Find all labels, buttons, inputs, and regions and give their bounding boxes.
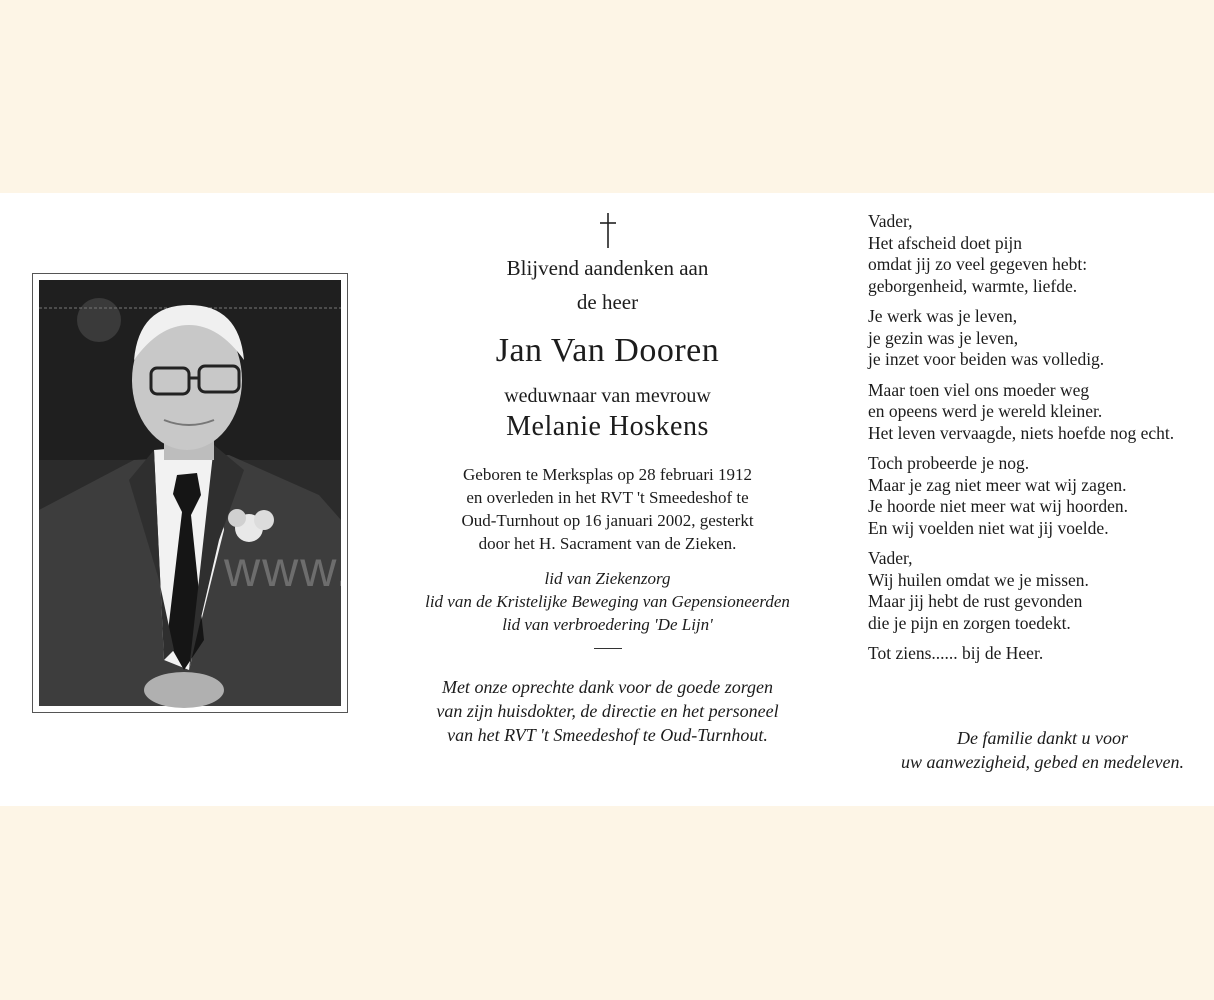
poem-line: Maar toen viel ons moeder weg xyxy=(868,379,1090,400)
bio-line: Geboren te Merksplas op 28 februari 1912 xyxy=(463,465,752,484)
poem-line: je inzet voor beiden was volledig. xyxy=(868,349,1105,369)
portrait-frame xyxy=(32,273,368,713)
cross-icon xyxy=(405,211,810,251)
poem-stanza xyxy=(868,643,1208,665)
poem-line: Maar je zag niet meer wat wij zagen. xyxy=(868,474,1127,495)
poem-line: die je pijn en zorgen toedekt. xyxy=(868,612,1071,633)
poem-stanza xyxy=(868,211,1208,297)
thanks-line: Met onze oprechte dank voor de goede zorgen xyxy=(441,677,774,697)
widower-line: weduwnaar van mevrouw xyxy=(504,385,711,407)
poem xyxy=(868,211,1208,674)
bio-line: Oud-Turnhout op 16 januari 2002, gesterkt xyxy=(461,511,754,530)
poem-line: Wij huilen omdat we je missen. xyxy=(868,569,1089,590)
poem-line: je gezin was je leven, xyxy=(868,327,1019,348)
family-thanks xyxy=(880,726,1205,774)
poem-line: Vader, xyxy=(868,548,913,568)
bio-line: en overleden in het RVT 't Smeedeshof te xyxy=(466,488,749,507)
thanks-line: van het RVT 't Smeedeshof te Oud-Turnhout. xyxy=(447,725,768,745)
poem-line: En wij voelden niet wat jij voelde. xyxy=(868,517,1109,538)
poem-stanza xyxy=(868,306,1208,371)
poem-line: Je hoorde niet meer wat wij hoorden. xyxy=(868,496,1128,516)
announcement-column xyxy=(405,211,810,747)
poem-line: Maar jij hebt de rust gevonden xyxy=(868,591,1083,611)
spouse-name: Melanie Hoskens xyxy=(506,411,709,442)
poem-line: Vader, xyxy=(868,211,913,231)
divider xyxy=(594,648,622,649)
thanks-text xyxy=(405,675,810,747)
intro-line-1: Blijvend aandenken aan xyxy=(506,256,709,280)
thanks-line: van zijn huisdokter, de directie en het personeel xyxy=(436,701,779,721)
poem-line: Tot ziens...... bij de Heer. xyxy=(868,643,1044,663)
poem-line: geborgenheid, warmte, liefde. xyxy=(868,275,1078,296)
portrait-photo xyxy=(39,280,368,706)
bio-line: door het H. Sacrament van de Zieken. xyxy=(478,534,737,553)
poem-stanza xyxy=(868,548,1208,634)
deceased-name: Jan Van Dooren xyxy=(495,332,720,369)
poem-stanza xyxy=(868,453,1208,539)
family-thanks-line: De familie dankt u voor xyxy=(957,728,1128,748)
family-thanks-line: uw aanwezigheid, gebed en medeleven. xyxy=(901,752,1184,772)
poem-line: Het afscheid doet pijn xyxy=(868,232,1023,253)
poem-line: Je werk was je leven, xyxy=(868,306,1018,326)
poem-line: en opeens werd je wereld kleiner. xyxy=(868,401,1103,421)
poem-line: Het leven vervaagde, niets hoefde nog echt. xyxy=(868,422,1175,443)
poem-stanza xyxy=(868,380,1208,445)
biography xyxy=(405,463,810,555)
membership-line: lid van verbroedering 'De Lijn' xyxy=(502,615,713,634)
memberships xyxy=(405,567,810,636)
membership-line: lid van de Kristelijke Beweging van Gepensioneerden xyxy=(425,592,790,611)
watermark-text: www.t xyxy=(224,541,368,597)
poem-line: omdat jij zo veel gegeven hebt: xyxy=(868,254,1088,274)
memorial-card xyxy=(0,193,1214,806)
intro-line-2: de heer xyxy=(576,290,639,314)
poem-line: Toch probeerde je nog. xyxy=(868,453,1030,473)
membership-line: lid van Ziekenzorg xyxy=(544,569,671,588)
